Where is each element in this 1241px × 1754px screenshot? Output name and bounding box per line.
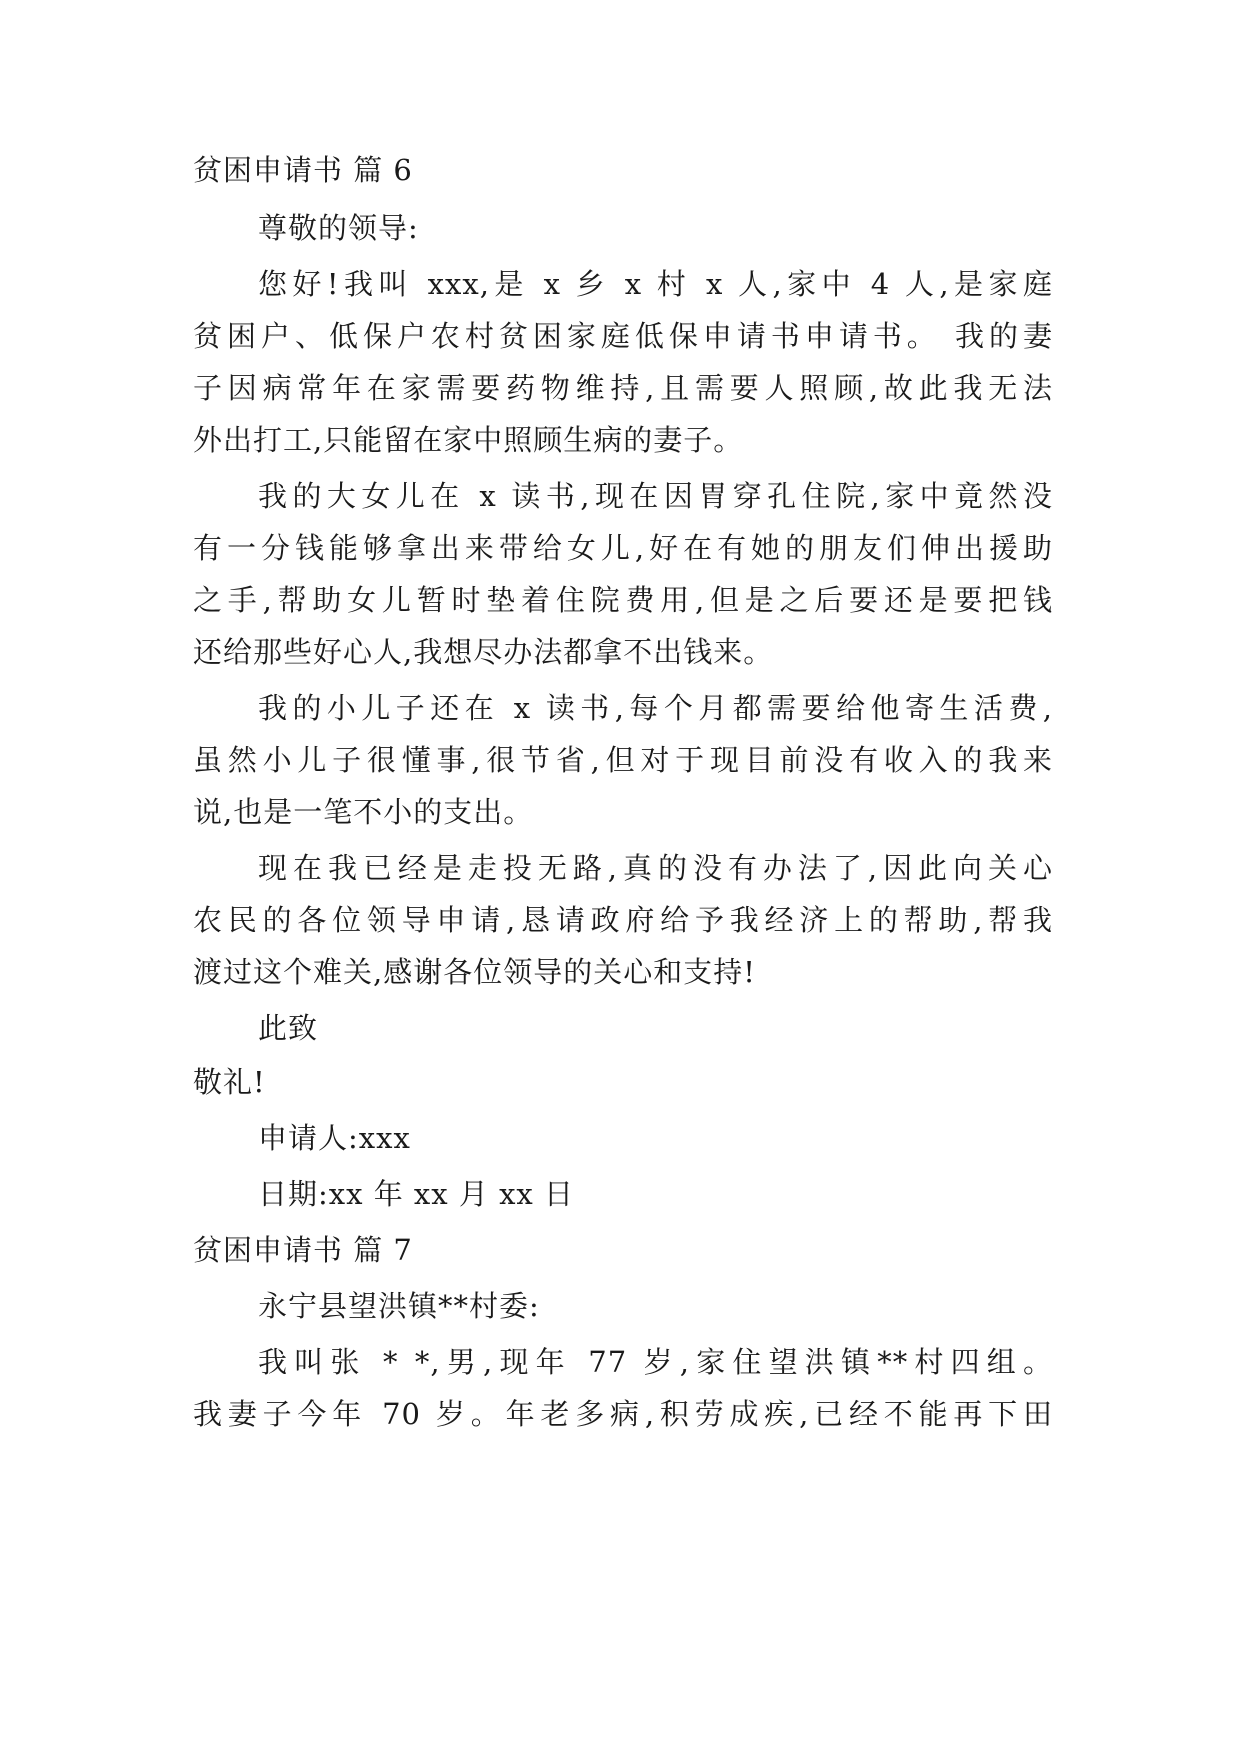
paragraph-line: 农民的各位领导申请,恳请政府给予我经济上的帮助,帮我 xyxy=(193,903,1053,937)
paragraph-line: 子因病常年在家需要药物维持,且需要人照顾,故此我无法 xyxy=(193,371,1053,405)
section-title-6: 贫困申请书 篇 6 xyxy=(193,153,413,187)
paragraph-line: 现在我已经是走投无路,真的没有办法了,因此向关心 xyxy=(258,851,1053,885)
paragraph-line: 有一分钱能够拿出来带给女儿,好在有她的朋友们伸出援助 xyxy=(193,531,1053,565)
paragraph-line: 之手,帮助女儿暂时垫着住院费用,但是之后要还是要把钱 xyxy=(193,583,1053,617)
applicant-line: 申请人:xxx xyxy=(258,1121,411,1155)
paragraph-line: 我叫张 * *,男,现年 77 岁,家住望洪镇**村四组。 xyxy=(258,1345,1053,1379)
paragraph-line: 贫困户、低保户农村贫困家庭低保申请书申请书。 我的妻 xyxy=(193,319,1053,353)
salutation: 尊敬的领导: xyxy=(258,211,419,245)
paragraph-line: 渡过这个难关,感谢各位领导的关心和支持! xyxy=(193,955,756,989)
paragraph-line: 说,也是一笔不小的支出。 xyxy=(193,795,534,829)
paragraph-line: 外出打工,只能留在家中照顾生病的妻子。 xyxy=(193,423,744,457)
section-title-7: 贫困申请书 篇 7 xyxy=(193,1233,413,1267)
paragraph-line: 还给那些好心人,我想尽办法都拿不出钱来。 xyxy=(193,635,774,669)
paragraph-line: 虽然小儿子很懂事,很节省,但对于现目前没有收入的我来 xyxy=(193,743,1053,777)
date-line: 日期:xx 年 xx 月 xx 日 xyxy=(258,1177,574,1211)
paragraph-line: 我的小儿子还在 x 读书,每个月都需要给他寄生活费, xyxy=(258,691,1053,725)
paragraph-line: 我的大女儿在 x 读书,现在因胃穿孔住院,家中竟然没 xyxy=(258,479,1053,513)
closing-phrase: 此致 xyxy=(258,1011,319,1045)
salutation: 永宁县望洪镇**村委: xyxy=(258,1289,540,1323)
paragraph-line: 我妻子今年 70 岁。年老多病,积劳成疾,已经不能再下田 xyxy=(193,1397,1053,1431)
closing-salute: 敬礼! xyxy=(193,1065,266,1099)
paragraph-line: 您好!我叫 xxx,是 x 乡 x 村 x 人,家中 4 人,是家庭 xyxy=(258,267,1053,301)
